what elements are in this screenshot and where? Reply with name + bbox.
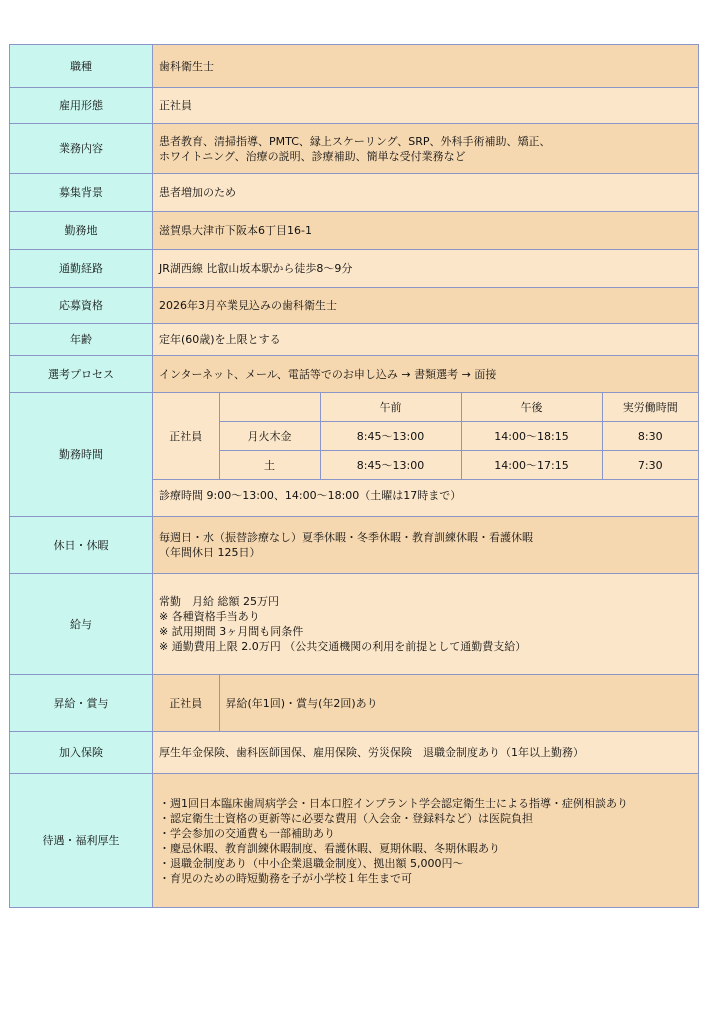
row-insurance — [10, 732, 699, 774]
label-background: 募集背景 — [10, 174, 153, 212]
value-employment: 正社員 — [153, 88, 699, 124]
label-qualification: 応募資格 — [10, 288, 153, 324]
duties-line-2: ホワイトニング、治療の説明、診療補助、簡単な受付業務など — [159, 149, 466, 163]
hours-group-label: 正社員 — [153, 393, 219, 480]
hours-days: 月火木金 — [219, 422, 320, 451]
value-duties — [153, 124, 699, 174]
welfare-list — [159, 796, 698, 886]
value-insurance: 厚生年金保険、歯科医師国保、雇用保険、労災保険 退職金制度あり（1年以上勤務） — [153, 732, 699, 774]
label-location: 勤務地 — [10, 212, 153, 250]
row-process — [10, 356, 699, 393]
label-job-type: 職種 — [10, 45, 153, 88]
row-duties — [10, 124, 699, 174]
row-hours — [10, 393, 699, 517]
salary-line: ※ 各種資格手当あり — [159, 610, 260, 623]
value-raise — [153, 675, 699, 732]
label-access: 通勤経路 — [10, 250, 153, 288]
label-hours: 勤務時間 — [10, 393, 153, 517]
list-item: ・認定衛生士資格の更新等に必要な費用（入会金・登録料など）は医院負担 — [159, 811, 533, 825]
raise-value: 昇給(年1回)・賞与(年2回)あり — [219, 675, 698, 731]
hours-schedule-table — [153, 393, 698, 480]
value-access: JR湖西線 比叡山坂本駅から徒歩8～9分 — [153, 250, 699, 288]
hours-header-total: 実労働時間 — [602, 393, 698, 422]
row-job-type — [10, 45, 699, 88]
raise-group-label: 正社員 — [153, 675, 219, 731]
label-welfare: 待遇・福利厚生 — [10, 774, 153, 908]
value-age: 定年(60歳)を上限とする — [153, 324, 699, 356]
hours-row-weekday — [153, 422, 698, 451]
hours-row-saturday — [153, 451, 698, 480]
value-process: インターネット、メール、電話等でのお申し込み → 書類選考 → 面接 — [153, 356, 699, 393]
job-posting-table — [9, 44, 699, 908]
label-salary: 給与 — [10, 574, 153, 675]
hours-header-empty — [219, 393, 320, 422]
list-item: ・退職金制度あり（中小企業退職金制度）、拠出額 5,000円～ — [159, 856, 464, 870]
row-welfare — [10, 774, 699, 908]
value-location: 滋賀県大津市下阪本6丁目16-1 — [153, 212, 699, 250]
salary-line: ※ 試用期間 3ヶ月間も同条件 — [159, 625, 304, 638]
label-insurance: 加入保険 — [10, 732, 153, 774]
list-item: ・週1回日本臨床歯周病学会・日本口腔インプラント学会認定衛生士による指導・症例相談あり — [159, 796, 628, 810]
row-employment — [10, 88, 699, 124]
value-background: 患者増加のため — [153, 174, 699, 212]
holidays-line-1: 毎週日・水（振替診療なし）夏季休暇・冬季休暇・教育訓練休暇・看護休暇 — [159, 531, 533, 544]
hours-total: 8:30 — [602, 422, 698, 451]
row-location — [10, 212, 699, 250]
row-holidays — [10, 517, 699, 574]
value-holidays — [153, 517, 699, 574]
hours-am: 8:45～13:00 — [320, 422, 461, 451]
label-raise: 昇給・賞与 — [10, 675, 153, 732]
label-duties: 業務内容 — [10, 124, 153, 174]
list-item: ・学会参加の交通費も一部補助あり — [159, 826, 335, 840]
value-hours — [153, 393, 699, 517]
value-welfare — [153, 774, 699, 908]
hours-header-pm: 午後 — [461, 393, 602, 422]
salary-line: 常勤 月給 総額 25万円 — [159, 595, 279, 608]
list-item: ・育児のための時短勤務を子が小学校１年生まで可 — [159, 871, 412, 885]
list-item: ・慶忌休暇、教育訓練休暇制度、看護休暇、夏期休暇、冬期休暇あり — [159, 841, 500, 855]
value-qualification: 2026年3月卒業見込みの歯科衛生士 — [153, 288, 699, 324]
row-raise — [10, 675, 699, 732]
label-holidays: 休日・休暇 — [10, 517, 153, 574]
row-background — [10, 174, 699, 212]
raise-table — [153, 675, 698, 731]
value-salary — [153, 574, 699, 675]
row-age — [10, 324, 699, 356]
row-access — [10, 250, 699, 288]
row-qualification — [10, 288, 699, 324]
row-salary — [10, 574, 699, 675]
hours-total: 7:30 — [602, 451, 698, 480]
label-process: 選考プロセス — [10, 356, 153, 393]
hours-note: 診療時間 9:00～13:00、14:00～18:00（土曜は17時まで） — [159, 489, 462, 502]
duties-line-1: 患者教育、清掃指導、PMTC、縁上スケーリング、SRP、外科手術補助、矯正、 — [159, 134, 551, 148]
holidays-line-2: （年間休日 125日） — [159, 546, 261, 559]
hours-pm: 14:00～18:15 — [461, 422, 602, 451]
value-job-type: 歯科衛生士 — [153, 45, 699, 88]
hours-days: 土 — [219, 451, 320, 480]
hours-header-am: 午前 — [320, 393, 461, 422]
label-employment: 雇用形態 — [10, 88, 153, 124]
salary-line: ※ 通勤費用上限 2.0万円 （公共交通機関の利用を前提として通勤費支給） — [159, 640, 527, 653]
label-age: 年齢 — [10, 324, 153, 356]
hours-pm: 14:00～17:15 — [461, 451, 602, 480]
hours-am: 8:45～13:00 — [320, 451, 461, 480]
hours-header-row — [153, 393, 698, 422]
